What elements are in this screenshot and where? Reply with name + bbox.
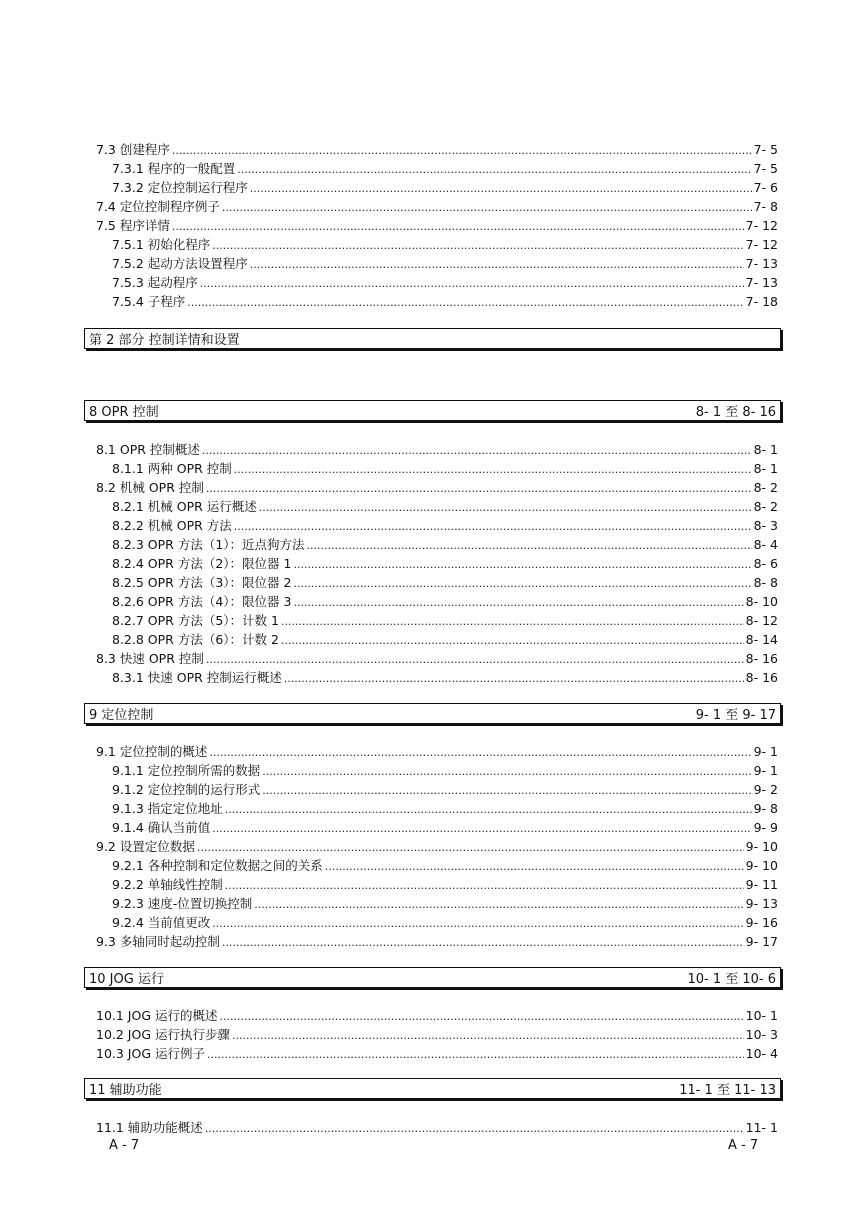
toc-entry[interactable]: 10.1 JOG 运行的概述 ..... 10- 1 bbox=[96, 1006, 778, 1025]
toc-entry[interactable]: 9.2.2 单轴线性控制 ..... 9- 11 bbox=[112, 875, 778, 894]
toc-entry[interactable]: 9.1.2 定位控制的运行形式 ..... 9- 2 bbox=[112, 780, 778, 799]
toc-entry[interactable]: 10.3 JOG 运行例子 ..... 10- 4 bbox=[96, 1044, 778, 1063]
chapter-title: 10 JOG 运行 bbox=[89, 972, 164, 987]
toc-entry[interactable]: 8.2.6 OPR 方法（4）：限位器 3 ..... 8- 10 bbox=[112, 592, 778, 611]
toc-entry[interactable]: 9.1.3 指定定位地址 ..... 9- 8 bbox=[112, 799, 778, 818]
toc-entry[interactable]: 8.2.4 OPR 方法（2）：限位器 1 ..... 8- 6 bbox=[112, 554, 778, 573]
toc-entry[interactable]: 7.4 定位控制程序例子 ..... 7- 8 bbox=[96, 197, 778, 216]
toc-entry[interactable]: 8.2.1 机械 OPR 运行概述 ..... 8- 2 bbox=[112, 497, 778, 516]
chapter-page-range: 9- 1 至 9- 17 bbox=[695, 708, 776, 723]
chapter-page-range: 11- 1 至 11- 13 bbox=[679, 1083, 776, 1098]
toc-entry[interactable]: 9.3 多轴同时起动控制 ..... 9- 17 bbox=[96, 932, 778, 951]
toc-entry[interactable]: 8.2 机械 OPR 控制 ..... 8- 2 bbox=[96, 478, 778, 497]
toc-entry[interactable]: 8.1.1 两种 OPR 控制 ..... 8- 1 bbox=[112, 459, 778, 478]
toc-entry[interactable]: 8.2.2 机械 OPR 方法 ..... 8- 3 bbox=[112, 516, 778, 535]
toc-entry[interactable]: 9.2.4 当前值更改 ..... 9- 16 bbox=[112, 913, 778, 932]
toc-entry[interactable]: 7.5.3 起动程序 ..... 7- 13 bbox=[112, 273, 778, 292]
toc-entry[interactable]: 10.2 JOG 运行执行步骤 ..... 10- 3 bbox=[96, 1025, 778, 1044]
chapter-title: 8 OPR 控制 bbox=[89, 405, 159, 420]
toc-entry[interactable]: 8.1 OPR 控制概述 ..... 8- 1 bbox=[96, 440, 778, 459]
chapter-title: 11 辅助功能 bbox=[89, 1083, 162, 1098]
chapter-page-range: 8- 1 至 8- 16 bbox=[695, 405, 776, 420]
toc-entry[interactable]: 7.5.1 初始化程序 ..... 7- 12 bbox=[112, 235, 778, 254]
toc-entry[interactable]: 8.2.3 OPR 方法（1）：近点狗方法 ..... 8- 4 bbox=[112, 535, 778, 554]
toc-entry[interactable]: 9.1 定位控制的概述 ..... 9- 1 bbox=[96, 742, 778, 761]
toc-entry[interactable]: 9.2 设置定位数据 ..... 9- 10 bbox=[96, 837, 778, 856]
chapter-page-range: 10- 1 至 10- 6 bbox=[687, 972, 776, 987]
chapter-9-heading[interactable] bbox=[84, 703, 781, 724]
toc-entry[interactable]: 9.1.4 确认当前值 ..... 9- 9 bbox=[112, 818, 778, 837]
toc-entry[interactable]: 9.2.1 各种控制和定位数据之间的关系 ..... 9- 10 bbox=[112, 856, 778, 875]
toc-entry[interactable]: 7.5 程序详情 ..... 7- 12 bbox=[96, 216, 778, 235]
footer-page-number-left: A - 7 bbox=[109, 1138, 140, 1153]
chapter-8-heading[interactable] bbox=[84, 400, 781, 421]
toc-entry[interactable]: 11.1 辅助功能概述 ..... 11- 1 bbox=[96, 1118, 778, 1137]
chapter-11-heading[interactable] bbox=[84, 1078, 781, 1099]
footer-page-number-right: A - 7 bbox=[728, 1138, 759, 1153]
toc-entry[interactable]: 7.3 创建程序 ..... 7- 5 bbox=[96, 140, 778, 159]
toc-entry[interactable]: 8.3.1 快速 OPR 控制运行概述 ..... 8- 16 bbox=[112, 668, 778, 687]
toc-entry[interactable]: 8.3 快速 OPR 控制 ..... 8- 16 bbox=[96, 649, 778, 668]
toc-entry[interactable]: 8.2.5 OPR 方法（3）：限位器 2 ..... 8- 8 bbox=[112, 573, 778, 592]
part-2-heading bbox=[84, 328, 781, 349]
toc-entry[interactable]: 7.3.1 程序的一般配置 ..... 7- 5 bbox=[112, 159, 778, 178]
toc-entry[interactable]: 8.2.7 OPR 方法（5）：计数 1 ..... 8- 12 bbox=[112, 611, 778, 630]
toc-entry[interactable]: 9.2.3 速度-位置切换控制 ..... 9- 13 bbox=[112, 894, 778, 913]
toc-entry[interactable]: 8.2.8 OPR 方法（6）：计数 2 ..... 8- 14 bbox=[112, 630, 778, 649]
toc-entry[interactable]: 7.3.2 定位控制运行程序 ..... 7- 6 bbox=[112, 178, 778, 197]
toc-entry[interactable]: 7.5.2 起动方法设置程序 ..... 7- 13 bbox=[112, 254, 778, 273]
toc-entry[interactable]: 7.5.4 子程序 ..... 7- 18 bbox=[112, 292, 778, 311]
toc-entry[interactable]: 9.1.1 定位控制所需的数据 ..... 9- 1 bbox=[112, 761, 778, 780]
chapter-title: 9 定位控制 bbox=[89, 708, 154, 723]
chapter-10-heading[interactable] bbox=[84, 967, 781, 988]
part-2-title: 第 2 部分 控制详情和设置 bbox=[89, 333, 240, 348]
